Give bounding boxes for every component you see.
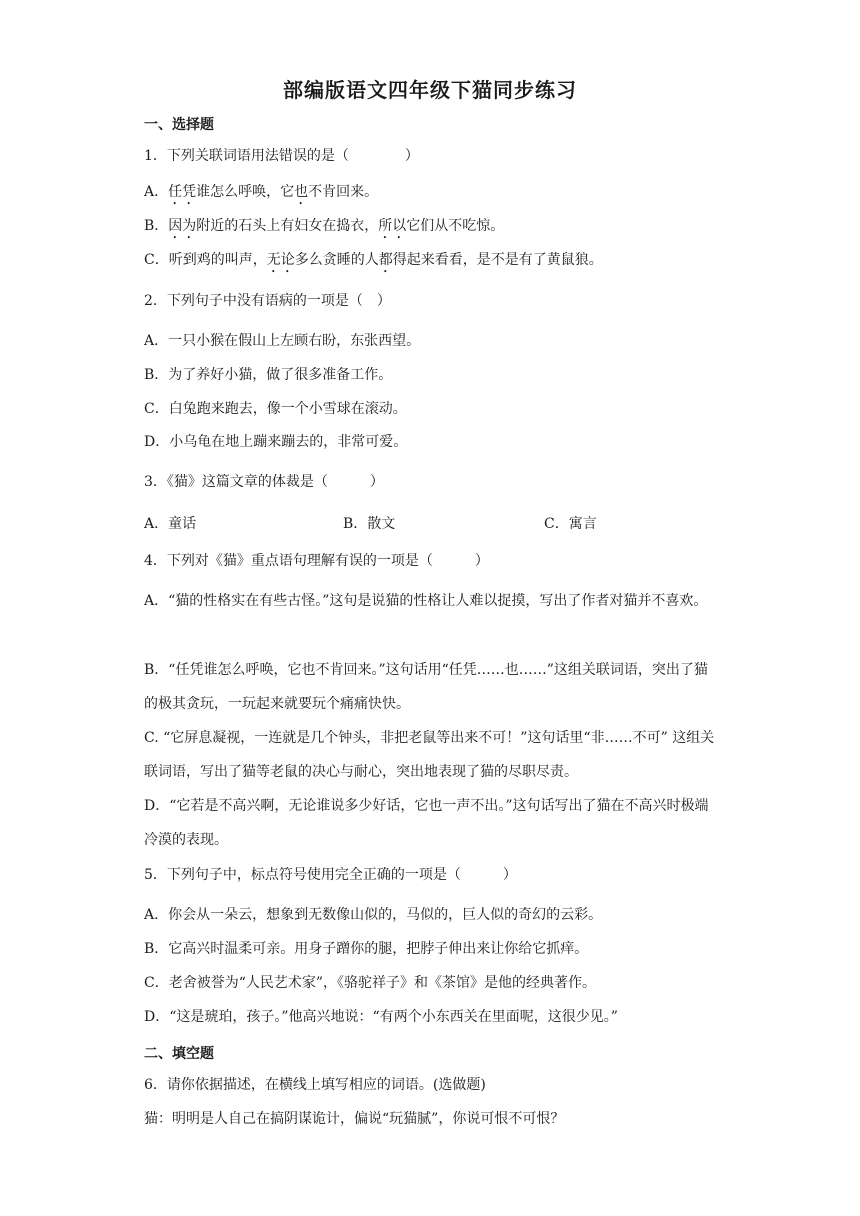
option-text: 得起来看看，是不是有了黄鼠狼。 xyxy=(392,252,603,268)
question-4-stem: 4．下列对《猫》重点语句理解有误的一项是（ ） xyxy=(144,553,489,569)
question-5-option-c: C．老舍被誉为“人民艺术家”，《骆驼祥子》和《茶馆》是他的经典著作。 xyxy=(144,975,597,991)
option-text: A． xyxy=(144,184,169,200)
question-2-option-b: B．为了养好小猫，做了很多准备工作。 xyxy=(144,367,393,383)
option-text: B． xyxy=(144,218,169,234)
question-3-option-a: A．童话 xyxy=(144,516,197,532)
question-1-stem: 1．下列关联词语用法错误的是（ ） xyxy=(144,148,419,164)
question-2-stem: 2．下列句子中没有语病的一项是（ ） xyxy=(144,293,391,309)
question-1-option-a xyxy=(144,183,378,208)
section-heading-fill: 二、填空题 xyxy=(144,1046,214,1062)
option-text: 不肯回来。 xyxy=(308,184,379,200)
question-3-option-c: C．寓言 xyxy=(544,516,597,532)
question-2-option-a: A．一只小猴在假山上左顾右盼，东张西望。 xyxy=(144,333,421,349)
question-4-option-d: D．“它若是不高兴啊，无论谁说多少好话，它也一声不出。”这句话写出了猫在不高兴时极端冷漠的表现。 xyxy=(144,798,709,848)
question-4-option-b: B．“任凭谁怎么呼唤，它也不肯回来。”这句话用“任凭……也……”这组关联词语，突出了猫的极其贪玩，一玩起来就要玩个痛痛快快。 xyxy=(144,662,708,712)
question-3-option-b: B．散文 xyxy=(343,516,396,532)
page-title: 部编版语文四年级下猫同步练习 xyxy=(283,78,577,102)
question-5-stem: 5．下列句子中，标点符号使用完全正确的一项是（ ） xyxy=(144,867,517,883)
question-1-option-b xyxy=(144,217,504,242)
section-heading-choice: 一、选择题 xyxy=(144,117,214,133)
question-4-option-c: C. “它屏息凝视，一连就是几个钟头，非把老鼠等出来不可！”这句话里“非……不可” 这组关联词语，写出了猫等老鼠的决心与耐心，突出地表现了猫的尽职尽责。 xyxy=(144,730,715,780)
question-4-option-a: A．“猫的性格实在有些古怪。”这句是说猫的性格让人难以捉摸，写出了作者对猫并不喜欢。 xyxy=(144,593,708,609)
option-text: 多么贪睡的人 xyxy=(294,252,379,268)
question-2-option-c: C．白兔跑来跑去，像一个小雪球在滚动。 xyxy=(144,401,407,417)
option-text: 附近的石头上有妇女在捣衣， xyxy=(196,218,379,234)
emphasized-word: 无论 xyxy=(266,252,295,268)
question-3-stem: 3．《猫》这篇文章的体裁是（ ） xyxy=(144,474,384,490)
emphasized-word: 也 xyxy=(294,184,309,200)
option-text: C．听到鸡的叫声， xyxy=(144,252,267,268)
question-5-option-b: B．它高兴时温柔可亲。用身子蹭你的腿，把脖子伸出来让你给它抓痒。 xyxy=(144,941,589,957)
emphasized-word: 任凭 xyxy=(168,184,197,200)
emphasized-word: 都 xyxy=(378,252,393,268)
option-text: 谁怎么呼唤，它 xyxy=(196,184,295,200)
option-text: 它们从不吃惊。 xyxy=(406,218,505,234)
question-2-option-d: D．小乌龟在地上蹦来蹦去的，非常可爱。 xyxy=(144,434,408,450)
question-1-option-c xyxy=(144,251,603,276)
emphasized-word: 所以 xyxy=(378,218,407,234)
question-5-option-d: D．“这是琥珀，孩子。”他高兴地说：“有两个小东西关在里面呢，这很少见。” xyxy=(144,1009,618,1025)
emphasized-word: 因为 xyxy=(168,218,197,234)
question-6-text: 猫：明明是人自己在搞阴谋诡计，偏说“玩猫腻”，你说可恨不可恨？ xyxy=(144,1111,565,1127)
question-5-option-a: A．你会从一朵云，想象到无数像山似的，马似的，巨人似的奇幻的云彩。 xyxy=(144,907,603,923)
question-6-stem: 6．请你依据描述，在横线上填写相应的词语。(选做题) xyxy=(144,1077,486,1093)
